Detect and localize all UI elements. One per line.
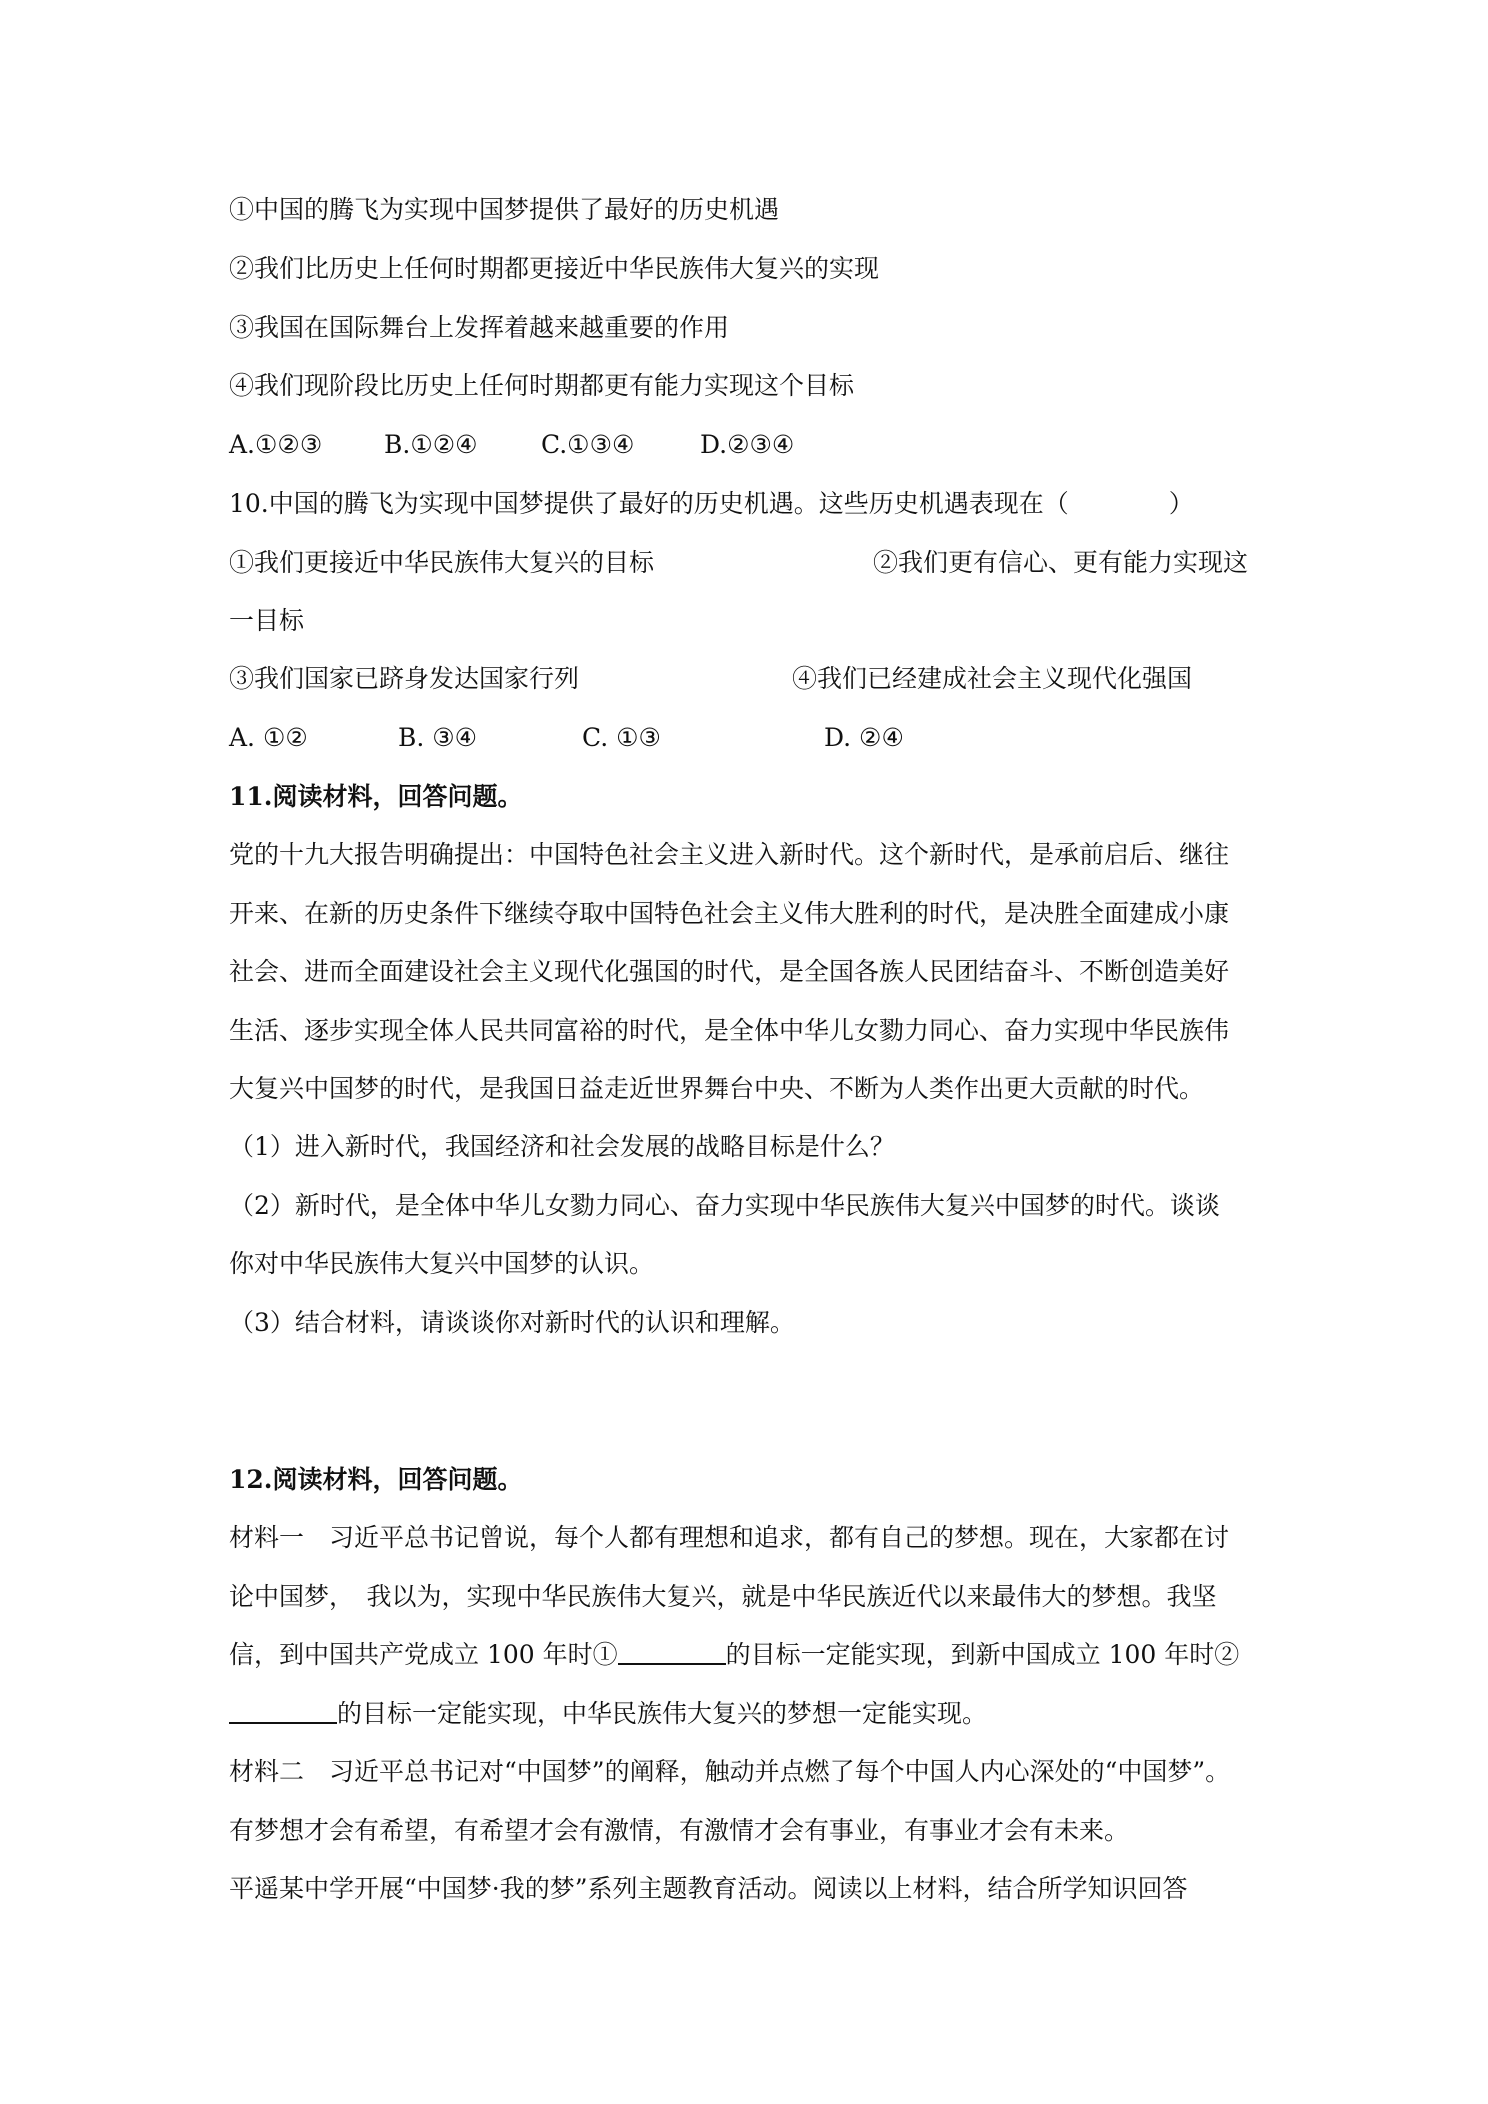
q11-material-line-4: 生活、逐步实现全体人民共同富裕的时代，是全体中华儿女勠力同心、奋力实现中华民族伟	[229, 1016, 1230, 1045]
q11-material-line-5: 大复兴中国梦的时代，是我国日益走近世界舞台中央、不断为人类作出更大贡献的时代。	[229, 1074, 1205, 1103]
q11-subquestion-3: （3）结合材料，请谈谈你对新时代的认识和理解。	[229, 1308, 795, 1337]
q12-material-1-line-3-end: 的目标一定能实现，到新中国成立 100 年时②	[725, 1640, 1240, 1669]
q11-subquestion-2: （2）新时代，是全体中华儿女勠力同心、奋力实现中华民族伟大复兴中国梦的时代。谈谈	[229, 1191, 1220, 1220]
q11-material-line-2: 开来、在新的历史条件下继续夺取中国特色社会主义伟大胜利的时代，是决胜全面建成小康	[229, 899, 1230, 928]
q12-material-2-line-1: 材料二 习近平总书记对“中国梦”的阐释，触动并点燃了每个中国人内心深处的“中国梦”。	[229, 1757, 1231, 1786]
q10-item-1: ①我们更接近中华民族伟大复兴的目标	[229, 548, 655, 577]
q10-stem: 10.中国的腾飞为实现中国梦提供了最好的历史机遇。这些历史机遇表现在（ ）	[229, 489, 1194, 518]
q12-activity-intro: 平遥某中学开展“中国梦·我的梦”系列主题教育活动。阅读以上材料，结合所学知识回答	[229, 1874, 1188, 1903]
q9-option-a: A.①②③	[229, 430, 323, 459]
q9-item-3: ③我国在国际舞台上发挥着越来越重要的作用	[229, 313, 730, 342]
q10-option-c: C. ①③	[582, 723, 661, 752]
q10-option-d: D. ②④	[824, 723, 904, 752]
answer-blank-2[interactable]	[229, 1698, 337, 1724]
q11-subquestion-2-continued: 你对中华民族伟大复兴中国梦的认识。	[229, 1249, 655, 1278]
q10-item-2-continued: 一目标	[229, 606, 305, 635]
q9-option-c: C.①③④	[541, 430, 635, 459]
q9-item-2: ②我们比历史上任何时期都更接近中华民族伟大复兴的实现	[229, 254, 880, 283]
q11-material-line-3: 社会、进而全面建设社会主义现代化强国的时代，是全国各族人民团结奋斗、不断创造美好	[229, 957, 1230, 986]
q9-option-d: D.②③④	[700, 430, 795, 459]
q10-option-b: B. ③④	[398, 723, 478, 752]
q10-item-2: ②我们更有信心、更有能力实现这	[873, 548, 1249, 577]
q9-option-b: B.①②④	[384, 430, 478, 459]
q11-material-line-1: 党的十九大报告明确提出：中国特色社会主义进入新时代。这个新时代，是承前启后、继往	[229, 840, 1230, 869]
q9-item-4: ④我们现阶段比历史上任何时期都更有能力实现这个目标	[229, 371, 855, 400]
answer-blank-1[interactable]	[618, 1639, 726, 1665]
q12-title: 12.阅读材料，回答问题。	[229, 1465, 523, 1494]
q11-subquestion-1: （1）进入新时代，我国经济和社会发展的战略目标是什么？	[229, 1132, 895, 1161]
q12-material-1-line-1: 材料一 习近平总书记曾说，每个人都有理想和追求，都有自己的梦想。现在，大家都在讨	[229, 1523, 1230, 1552]
q12-material-1-line-3	[229, 1638, 1239, 1672]
q10-item-3: ③我们国家已跻身发达国家行列	[229, 664, 580, 693]
q12-material-2-line-2: 有梦想才会有希望，有希望才会有激情，有激情才会有事业，有事业才会有未来。	[229, 1816, 1130, 1845]
q12-material-1-line-2: 论中国梦， 我以为，实现中华民族伟大复兴，就是中华民族近代以来最伟大的梦想。我坚	[229, 1582, 1217, 1611]
q12-material-1-line-3-start: 信，到中国共产党成立 100 年时①	[229, 1640, 618, 1669]
q10-item-4: ④我们已经建成社会主义现代化强国	[792, 664, 1193, 693]
q9-item-1: ①中国的腾飞为实现中国梦提供了最好的历史机遇	[229, 195, 780, 224]
q12-material-1-line-4	[229, 1697, 987, 1731]
q10-option-a: A. ①②	[229, 723, 308, 752]
q12-material-1-line-4-text: 的目标一定能实现，中华民族伟大复兴的梦想一定能实现。	[337, 1699, 988, 1728]
q11-title: 11.阅读材料，回答问题。	[229, 782, 523, 811]
